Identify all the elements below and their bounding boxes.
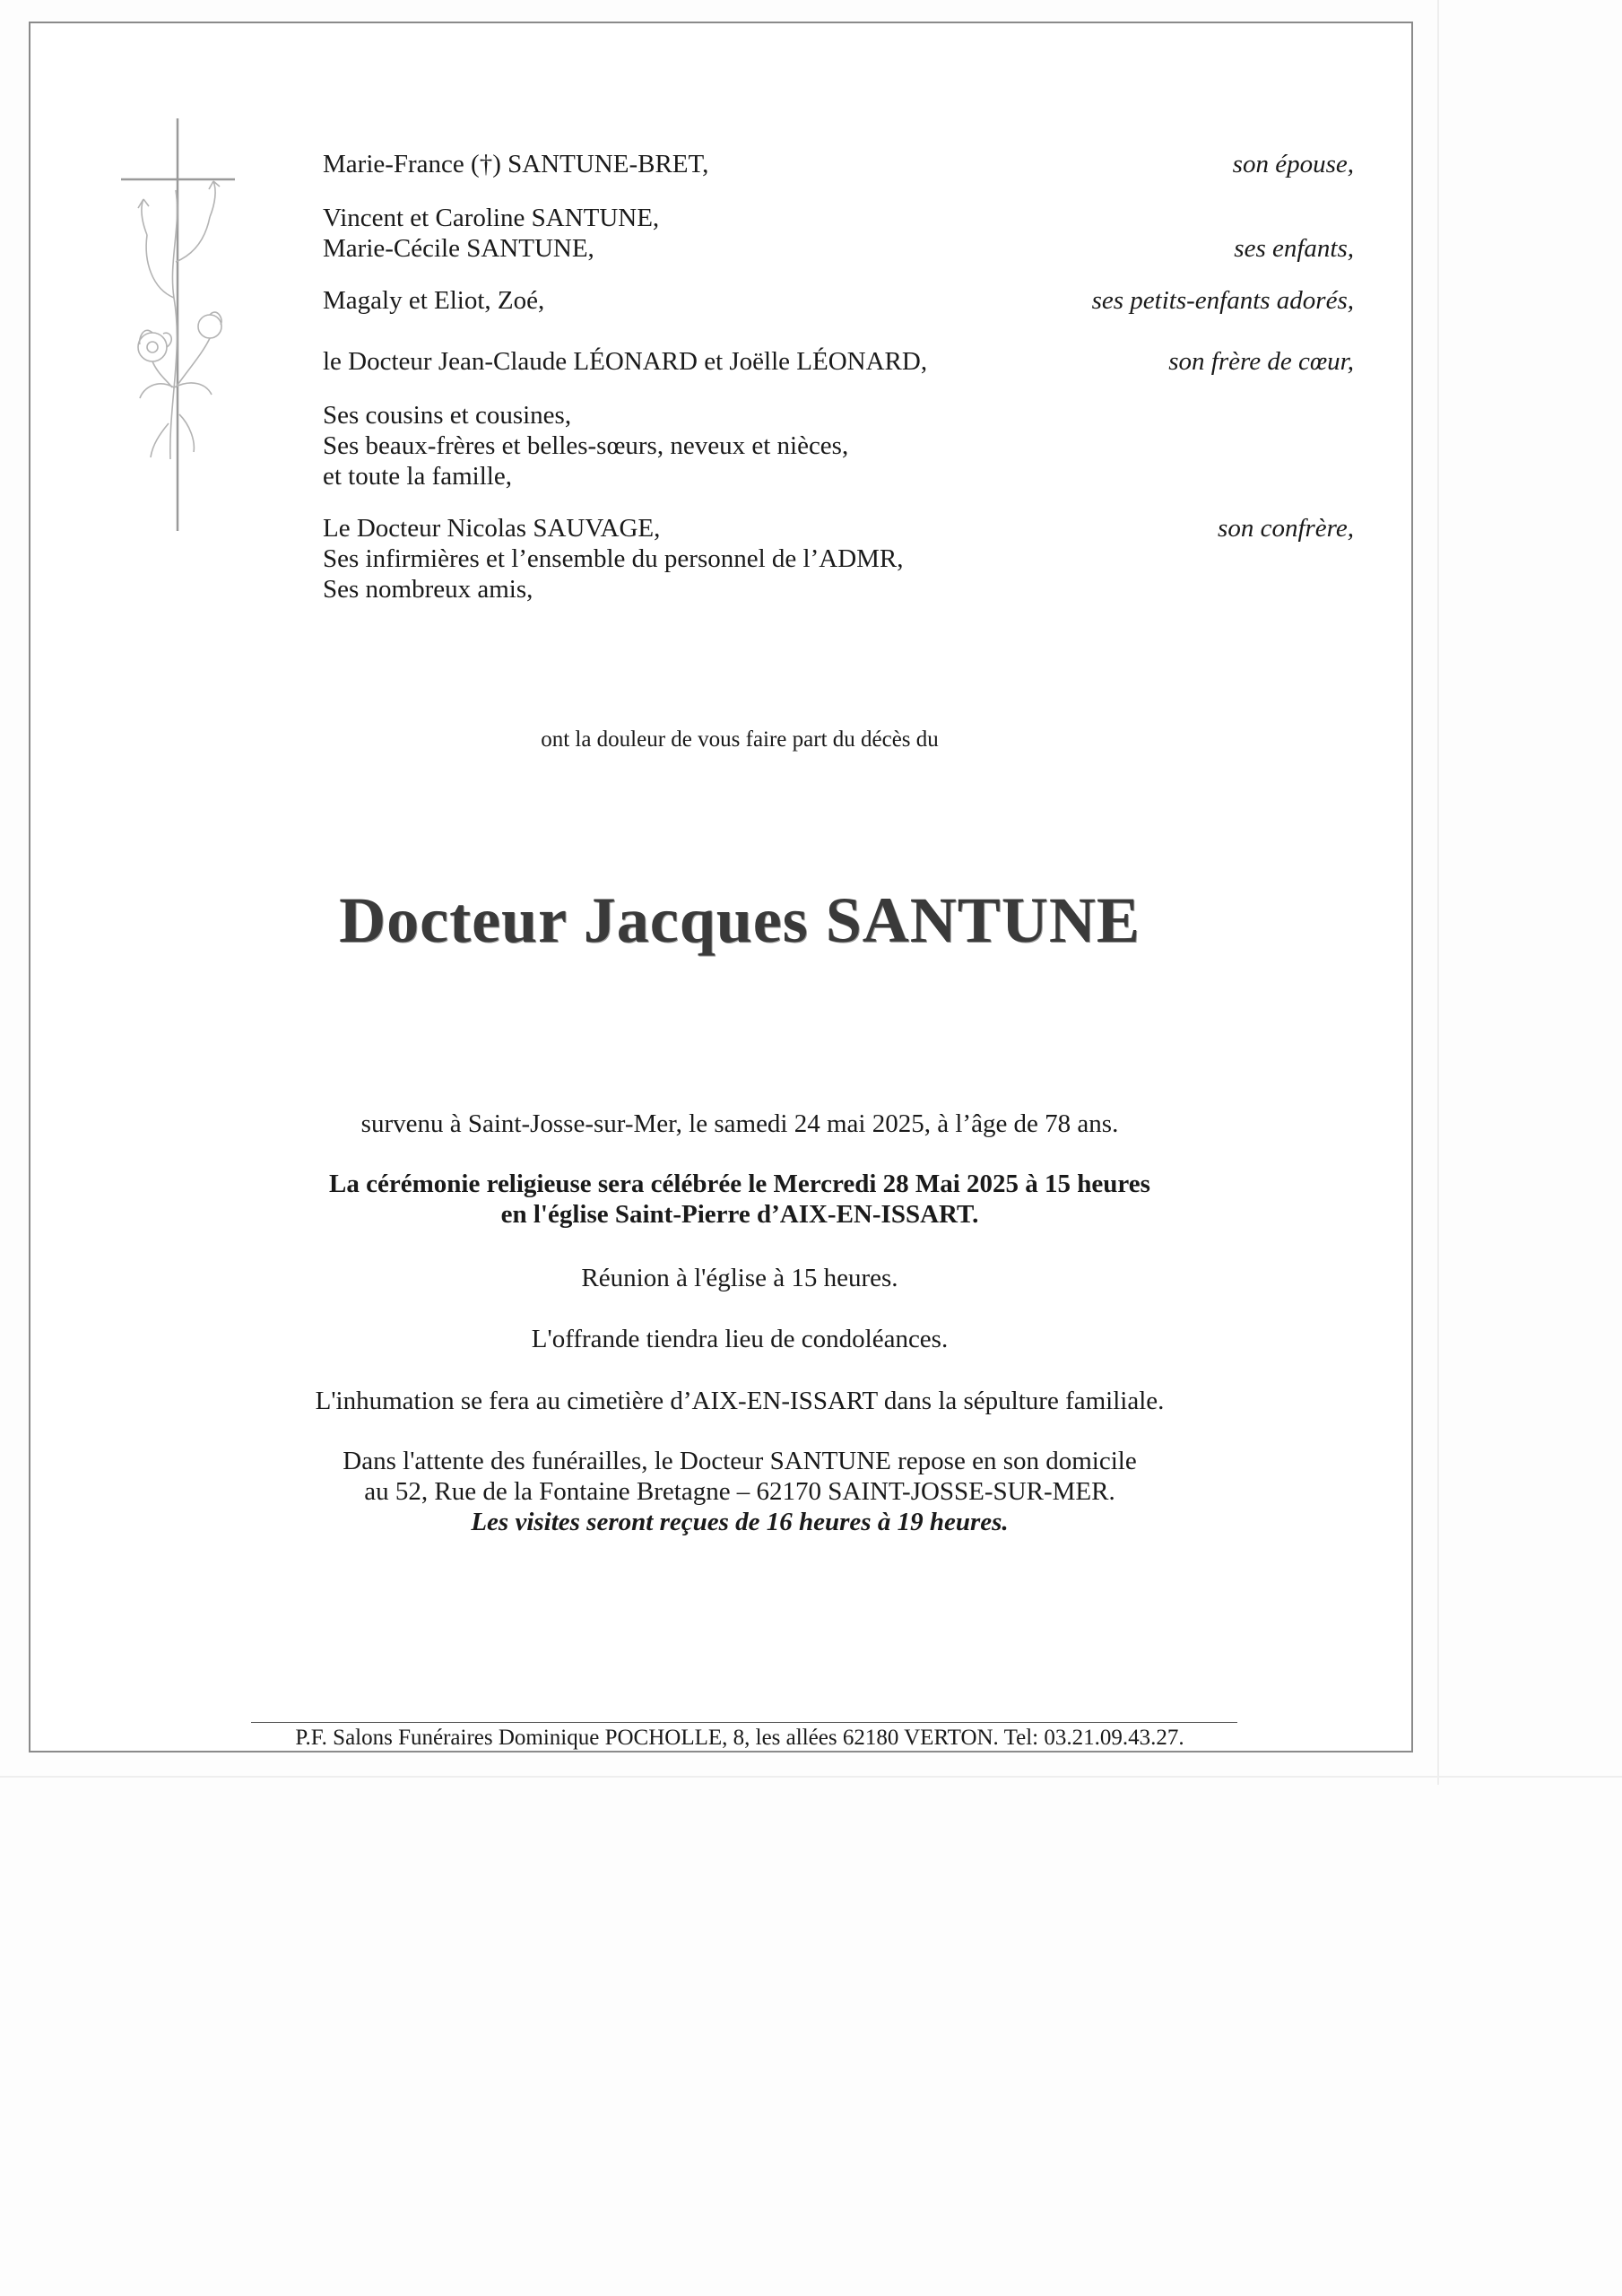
scan-edge-horizontal <box>0 1776 1622 1778</box>
family-relation: son frère de cœur, <box>1168 347 1354 376</box>
family-name-line: Vincent et Caroline SANTUNE, <box>323 204 660 232</box>
family-entry <box>323 513 1354 604</box>
family-name-line: Ses beaux-frères et belles-sœurs, neveux et nièces, <box>323 431 849 460</box>
cross-with-flowers-icon <box>117 118 260 531</box>
family-name-line: Ses cousins et cousines, <box>323 401 572 430</box>
family-entry <box>323 346 1354 377</box>
family-name-line: Marie-France (†) SANTUNE-BRET, <box>323 150 709 178</box>
ceremony-line: en l'église Saint-Pierre d’AIX-EN-ISSART. <box>500 1200 979 1229</box>
family-entry <box>323 400 1354 491</box>
family-entry <box>323 203 1354 264</box>
footer-divider <box>251 1722 1237 1723</box>
family-entry <box>323 149 1354 179</box>
family-relation: son épouse, <box>1232 150 1354 178</box>
family-name-line: Magaly et Eliot, Zoé, <box>323 286 545 315</box>
family-relation: ses enfants, <box>1234 234 1354 263</box>
family-name-line: Marie-Cécile SANTUNE, <box>323 234 594 263</box>
burial-info: L'inhumation se fera au cimetière d’AIX-EN-ISSART dans la sépulture familiale. <box>315 1387 1165 1415</box>
deceased-name: Docteur Jacques SANTUNE <box>339 884 1141 956</box>
family-name-line: Le Docteur Nicolas SAUVAGE, <box>323 514 661 543</box>
gathering-info: Réunion à l'église à 15 heures. <box>581 1264 898 1292</box>
family-relation: ses petits-enfants adorés, <box>1091 286 1354 315</box>
rest-info-line: Dans l'attente des funérailles, le Docteur SANTUNE repose en son domicile <box>343 1447 1137 1475</box>
rest-info-line: au 52, Rue de la Fontaine Bretagne – 62170 SAINT-JOSSE-SUR-MER. <box>364 1477 1115 1506</box>
death-info: survenu à Saint-Josse-sur-Mer, le samedi 24 mai 2025, à l’âge de 78 ans. <box>360 1109 1119 1138</box>
funeral-home-footer: P.F. Salons Funéraires Dominique POCHOLLE, 8, les allées 62180 VERTON. Tel: 03.21.09.43.27. <box>295 1726 1184 1750</box>
family-relation: son confrère, <box>1218 514 1354 543</box>
offering-info: L'offrande tiendra lieu de condoléances. <box>531 1325 949 1353</box>
announcement-text: ont la douleur de vous faire part du décès du <box>541 727 939 752</box>
visiting-hours: Les visites seront reçues de 16 heures à 19 heures. <box>471 1508 1009 1536</box>
family-name-line: Ses infirmières et l’ensemble du personnel de l’ADMR, <box>323 544 904 573</box>
family-name-line: et toute la famille, <box>323 462 512 491</box>
family-entry <box>323 285 1354 316</box>
family-name-line: Ses nombreux amis, <box>323 575 533 604</box>
ceremony-line: La cérémonie religieuse sera célébrée le Mercredi 28 Mai 2025 à 15 heures <box>329 1170 1150 1198</box>
family-name-line: le Docteur Jean-Claude LÉONARD et Joëlle LÉONARD, <box>323 347 928 376</box>
